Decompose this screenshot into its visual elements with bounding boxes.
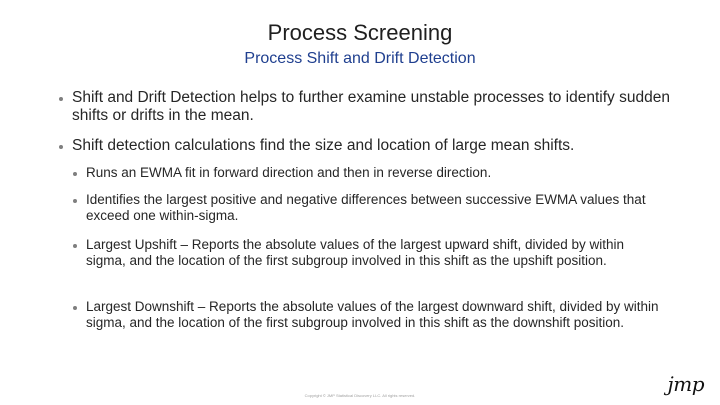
jmp-logo: jmp [667,372,704,396]
bullet-dot-icon [59,145,63,149]
sub-bullet-text: Largest Upshift – Reports the absolute values of the largest upward shift, divided by within sigma, and the location of the first subgroup involved in this shift as the upshift position. [86,237,625,268]
bullet-item [72,137,672,155]
bullet-item [72,89,672,125]
slide-subtitle: Process Shift and Drift Detection [244,50,476,67]
sub-bullet-item [86,299,666,331]
bullet-dot-icon [73,244,77,248]
sub-bullet-text: Largest Downshift – Reports the absolute values of the largest downward shift, divided by within sigma, and the location of the first subgroup involved in this shift as the downshift position. [86,299,659,330]
copyright-footer: Copyright © JMP Statistical Discovery LLC. All rights reserved. [304,393,416,398]
sub-bullet-item [86,237,666,269]
sub-bullet-text: Runs an EWMA fit in forward direction and then in reverse direction. [86,165,492,180]
bullet-dot-icon [73,306,77,310]
sub-bullet-item [86,192,666,224]
bullet-dot-icon [73,199,77,203]
bullet-dot-icon [59,97,63,101]
bullet-dot-icon [73,172,77,176]
slide-title: Process Screening [267,20,453,45]
sub-bullet-text: Identifies the largest positive and negative differences between successive EWMA values that exceed one within-sigma. [86,192,646,223]
bullet-text: Shift and Drift Detection helps to further examine unstable processes to identify sudden shifts or drifts in the mean. [72,89,670,124]
sub-bullet-item [86,165,666,181]
bullet-text: Shift detection calculations find the size and location of large mean shifts. [72,137,575,154]
